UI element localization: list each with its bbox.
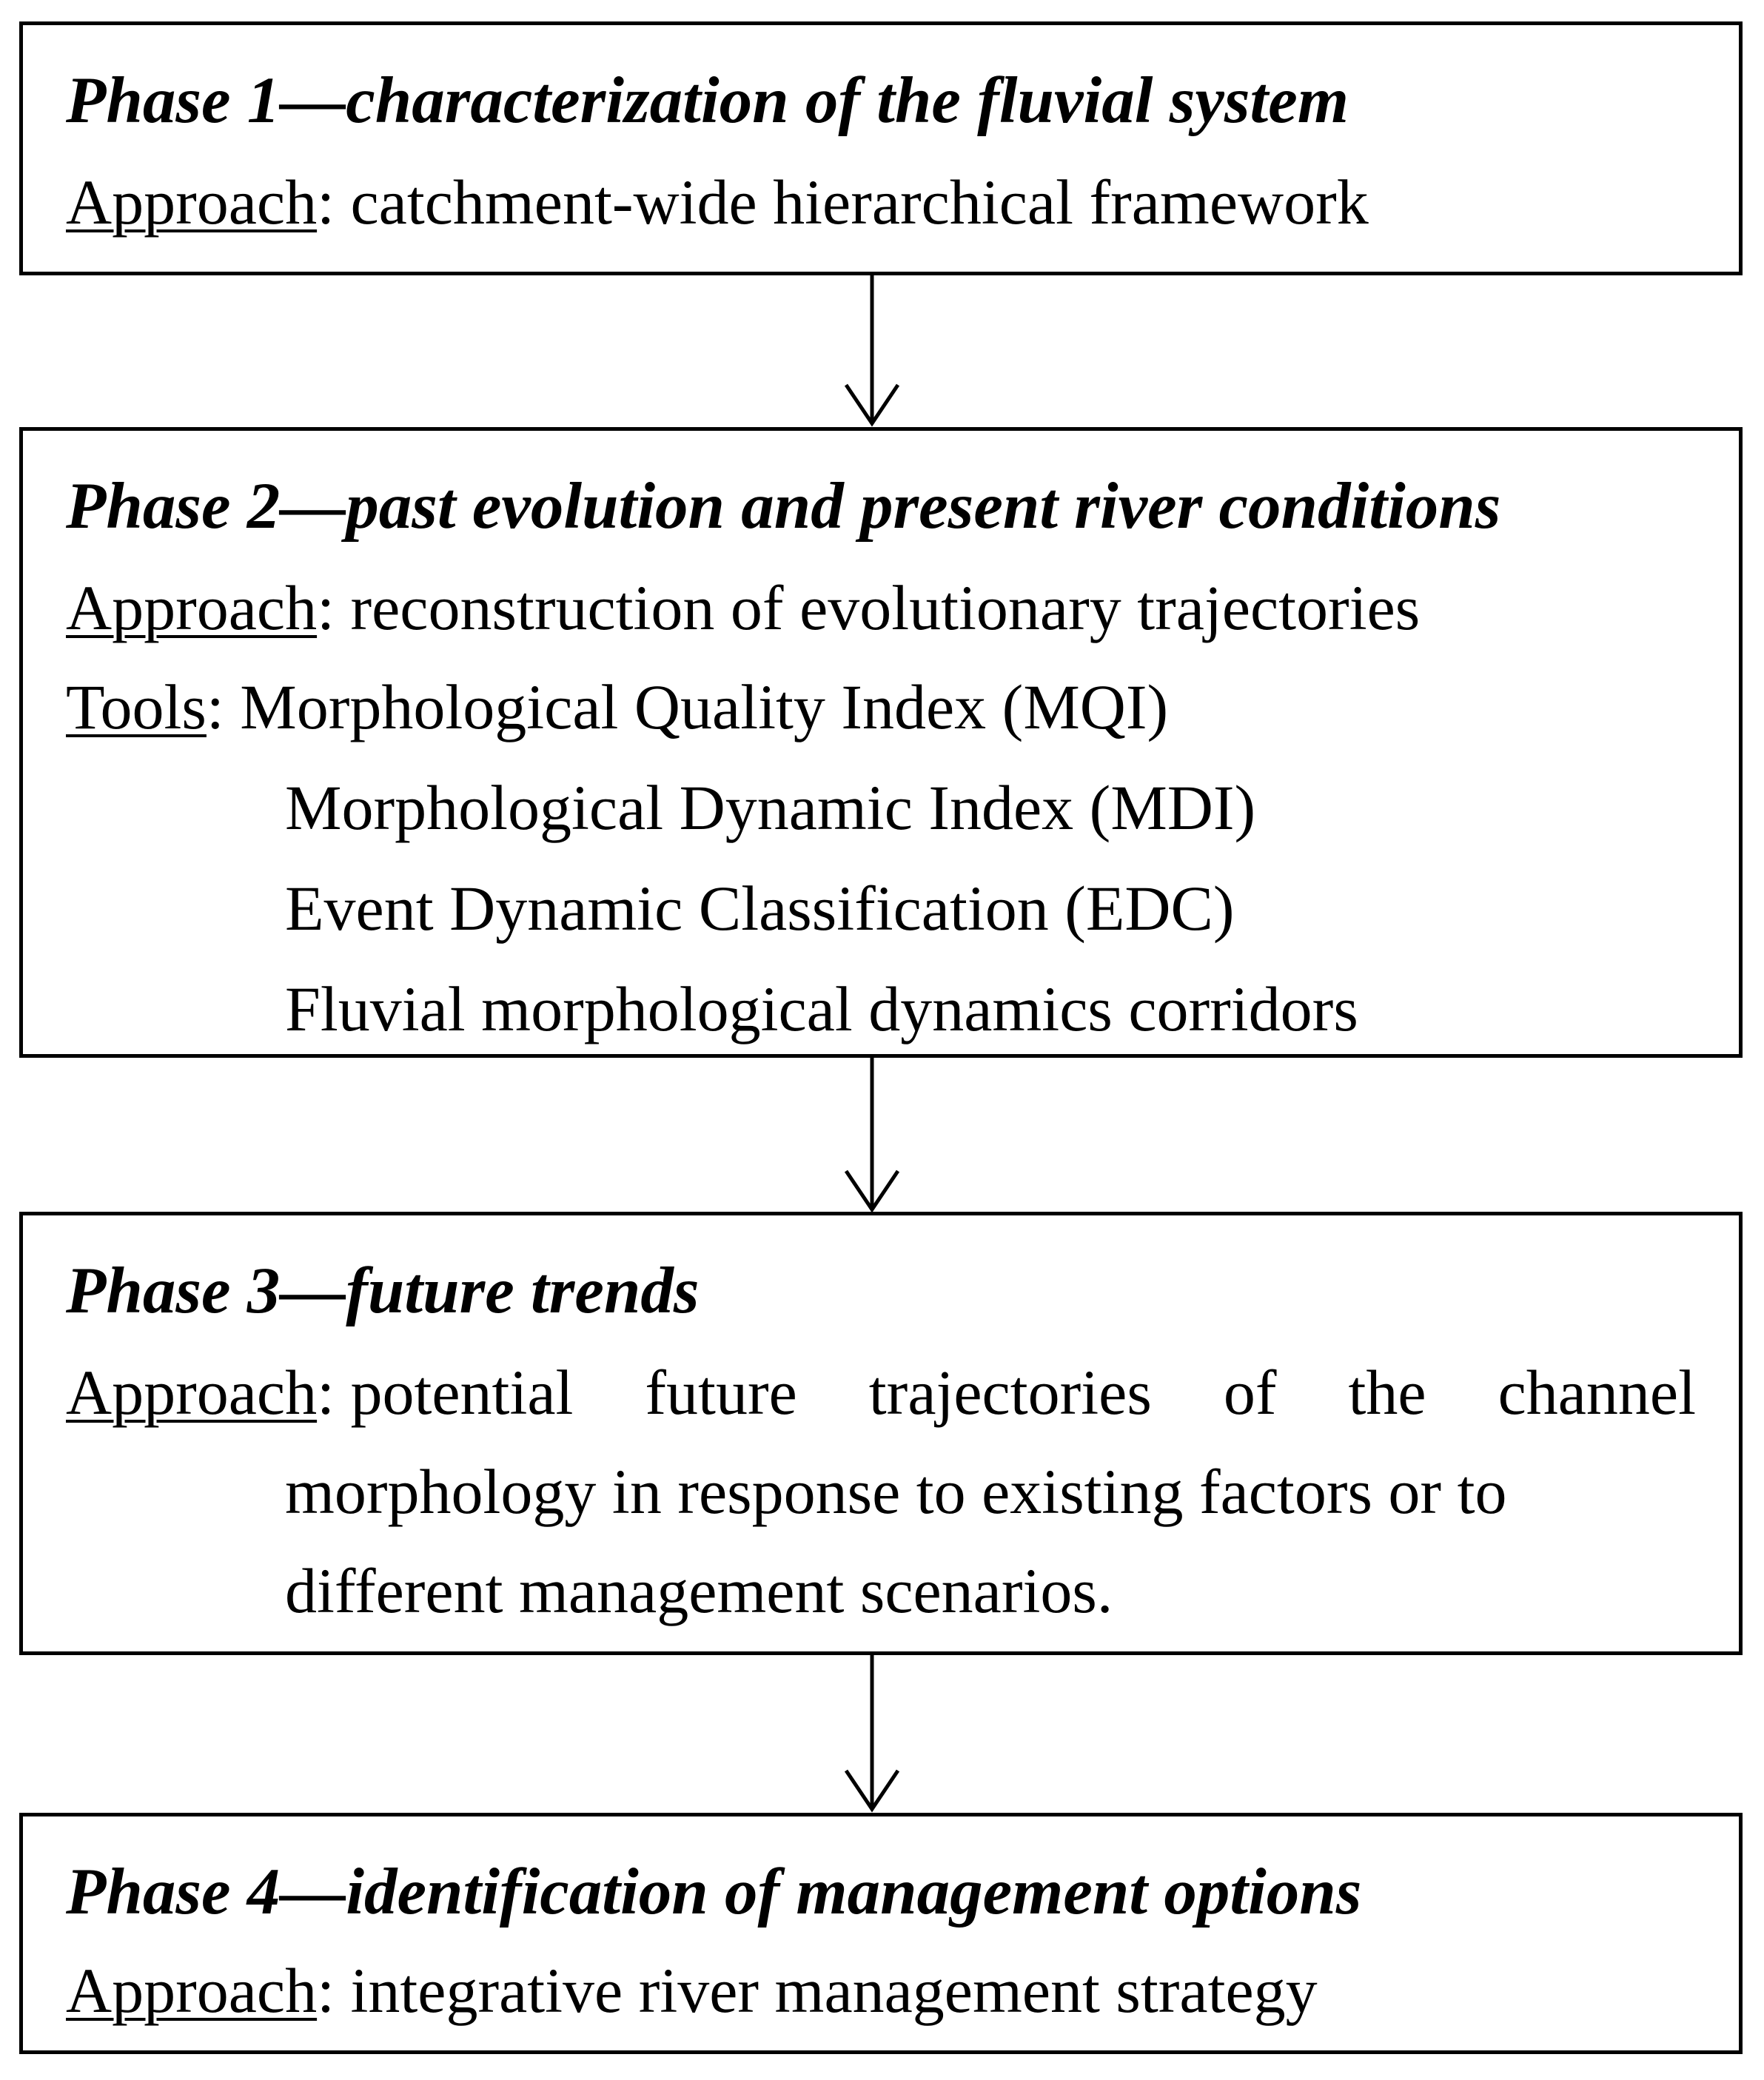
phase-3-approach-word: future [645, 1357, 797, 1428]
arrow-3-to-4 [828, 1655, 916, 1813]
phase-3-approach-first-word [66, 1357, 574, 1428]
phase-2-tool-item: Fluvial morphological dynamics corridors [285, 973, 1358, 1044]
phase-2-approach [66, 572, 1421, 643]
phase-1-approach-text: : catchment-wide hierarchical framework [317, 167, 1369, 238]
phase-2-approach-label: Approach [66, 572, 318, 643]
phase-1-box [19, 21, 1743, 275]
phase-1-approach-label: Approach [66, 167, 318, 238]
arrow-1-to-2 [828, 275, 916, 427]
phase-3-approach-word: : potential [317, 1357, 574, 1428]
phase-4-approach [66, 1955, 1318, 2026]
phase-2-tools-label: Tools [66, 671, 207, 742]
phase-2-tool-item: Morphological Dynamic Index (MDI) [285, 772, 1256, 843]
phase-4-box [19, 1813, 1743, 2054]
phase-3-approach-word: the [1348, 1357, 1426, 1428]
phase-2-tool-item: Event Dynamic Classification (EDC) [285, 873, 1235, 944]
phase-3-approach-word: channel [1498, 1357, 1696, 1428]
phase-4-approach-label: Approach [66, 1955, 318, 2026]
phase-3-approach-line-3: different management scenarios. [285, 1555, 1113, 1626]
phase-3-approach-line-1 [66, 1357, 1696, 1428]
phase-3-approach-word: trajectories [868, 1357, 1152, 1428]
phase-2-tool-item: : Morphological Quality Index (MQI) [206, 671, 1169, 742]
phase-2-tools [66, 671, 1169, 742]
phase-2-box [19, 427, 1743, 1058]
arrow-2-to-3 [828, 1058, 916, 1213]
phase-4-approach-text: : integrative river management strategy [317, 1955, 1318, 2026]
phase-1-title: Phase 1—characterization of the fluvial system [66, 64, 1349, 137]
phase-1-approach [66, 167, 1369, 238]
phase-2-approach-text: : reconstruction of evolutionary trajectories [317, 572, 1421, 643]
phase-3-approach-word: of [1223, 1357, 1277, 1428]
phase-4-title: Phase 4—identification of management options [66, 1856, 1362, 1928]
phase-3-approach-line-2: morphology in response to existing factors or to [285, 1456, 1507, 1527]
phase-3-title: Phase 3—future trends [66, 1255, 700, 1327]
phase-2-title: Phase 2—past evolution and present river conditions [66, 470, 1501, 543]
phase-3-box [19, 1212, 1743, 1655]
phase-3-approach-label: Approach [66, 1357, 318, 1428]
